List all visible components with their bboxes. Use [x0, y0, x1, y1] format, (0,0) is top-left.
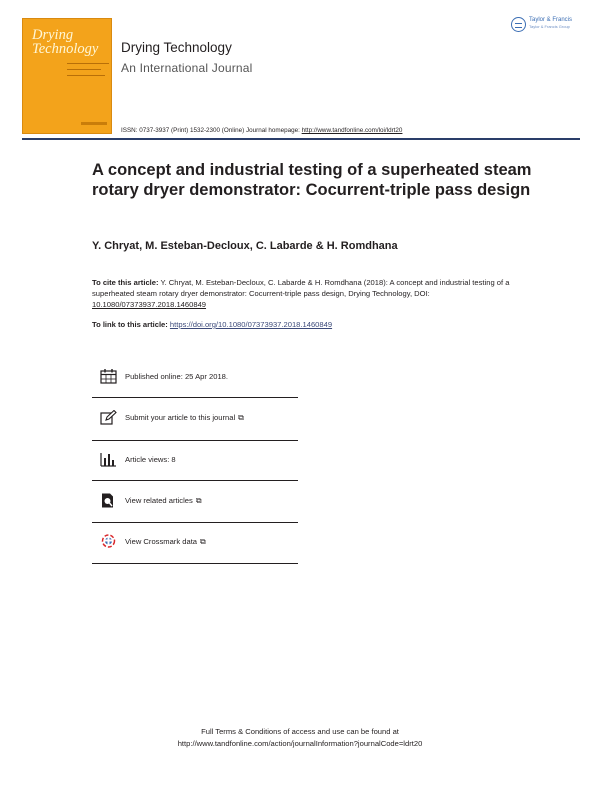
publisher-logo-line2: Taylor & Francis Group — [529, 24, 570, 29]
edit-icon — [100, 410, 117, 425]
external-link-icon: ⧉ — [200, 536, 206, 546]
info-divider-4 — [92, 522, 298, 523]
cover-title-line1: Drying — [32, 27, 74, 43]
publisher-logo-icon — [511, 17, 526, 32]
document-search-icon — [100, 493, 117, 508]
article-title: A concept and industrial testing of a superheated steam rotary dryer demonstrator: Cocurrent-triple pass design — [92, 161, 532, 199]
bar-chart-icon — [100, 452, 117, 467]
journal-title[interactable]: Drying Technology — [121, 40, 232, 55]
info-divider-3 — [92, 480, 298, 481]
header-rule — [22, 138, 580, 140]
info-divider-1 — [92, 397, 298, 398]
info-divider-2 — [92, 440, 298, 441]
cover-title — [32, 28, 98, 56]
issn-text: ISSN: 0737-3937 (Print) 1532-2300 (Online) Journal homepage: — [121, 127, 302, 134]
calendar-icon — [100, 369, 117, 384]
citation-text: Y. Chryat, M. Esteban-Decloux, C. Labarde & H. Romdhana (2018): A concept and industrial testing of a superheated steam rotary dryer demonstrator: Cocurrent-triple pass design, Drying Technology, DOI: — [92, 278, 510, 298]
citation-label: To cite this article: — [92, 278, 159, 287]
article-link-line — [92, 320, 332, 329]
footer — [0, 726, 600, 750]
published-online — [100, 369, 228, 384]
related-articles-text: View related articles — [125, 495, 193, 505]
article-authors: Y. Chryat, M. Esteban-Decloux, C. Labarde & H. Romdhana — [92, 240, 398, 252]
submit-article-link[interactable] — [100, 410, 244, 425]
article-views-text: Article views: 8 — [125, 455, 176, 464]
publisher-logo-line1: Taylor & Francis — [529, 17, 573, 23]
external-link-icon: ⧉ — [195, 495, 202, 505]
citation — [92, 277, 512, 310]
crossmark-icon — [100, 534, 117, 549]
article-views — [100, 452, 176, 467]
journal-subtitle: An International Journal — [121, 61, 253, 75]
doi-link[interactable]: 10.1080/07373937.2018.1460849 — [92, 300, 207, 309]
cover-title-line2: Technology — [32, 41, 99, 57]
footer-terms-link[interactable]: http://www.tandfonline.com/action/journalInformation?journalCode=ldrt20 — [177, 739, 423, 748]
journal-cover — [22, 18, 112, 134]
issn-line — [121, 127, 402, 134]
external-link-icon: ⧉ — [238, 412, 244, 422]
journal-homepage-link[interactable]: http://www.tandfonline.com/loi/ldrt20 — [301, 127, 403, 134]
footer-terms-text: Full Terms & Conditions of access and use can be found at — [201, 727, 399, 736]
crossmark-link[interactable] — [100, 534, 206, 549]
publisher-logo[interactable] — [511, 17, 572, 32]
info-divider-5 — [92, 563, 298, 564]
submit-article-text: Submit your article to this journal — [125, 412, 236, 422]
article-doi-url[interactable]: https://doi.org/10.1080/07373937.2018.1460849 — [169, 320, 333, 329]
article-link-label: To link to this article: — [92, 320, 170, 329]
crossmark-text: View Crossmark data — [125, 536, 198, 546]
published-online-text: Published online: 25 Apr 2018. — [125, 372, 229, 381]
related-articles-link[interactable] — [100, 493, 202, 508]
